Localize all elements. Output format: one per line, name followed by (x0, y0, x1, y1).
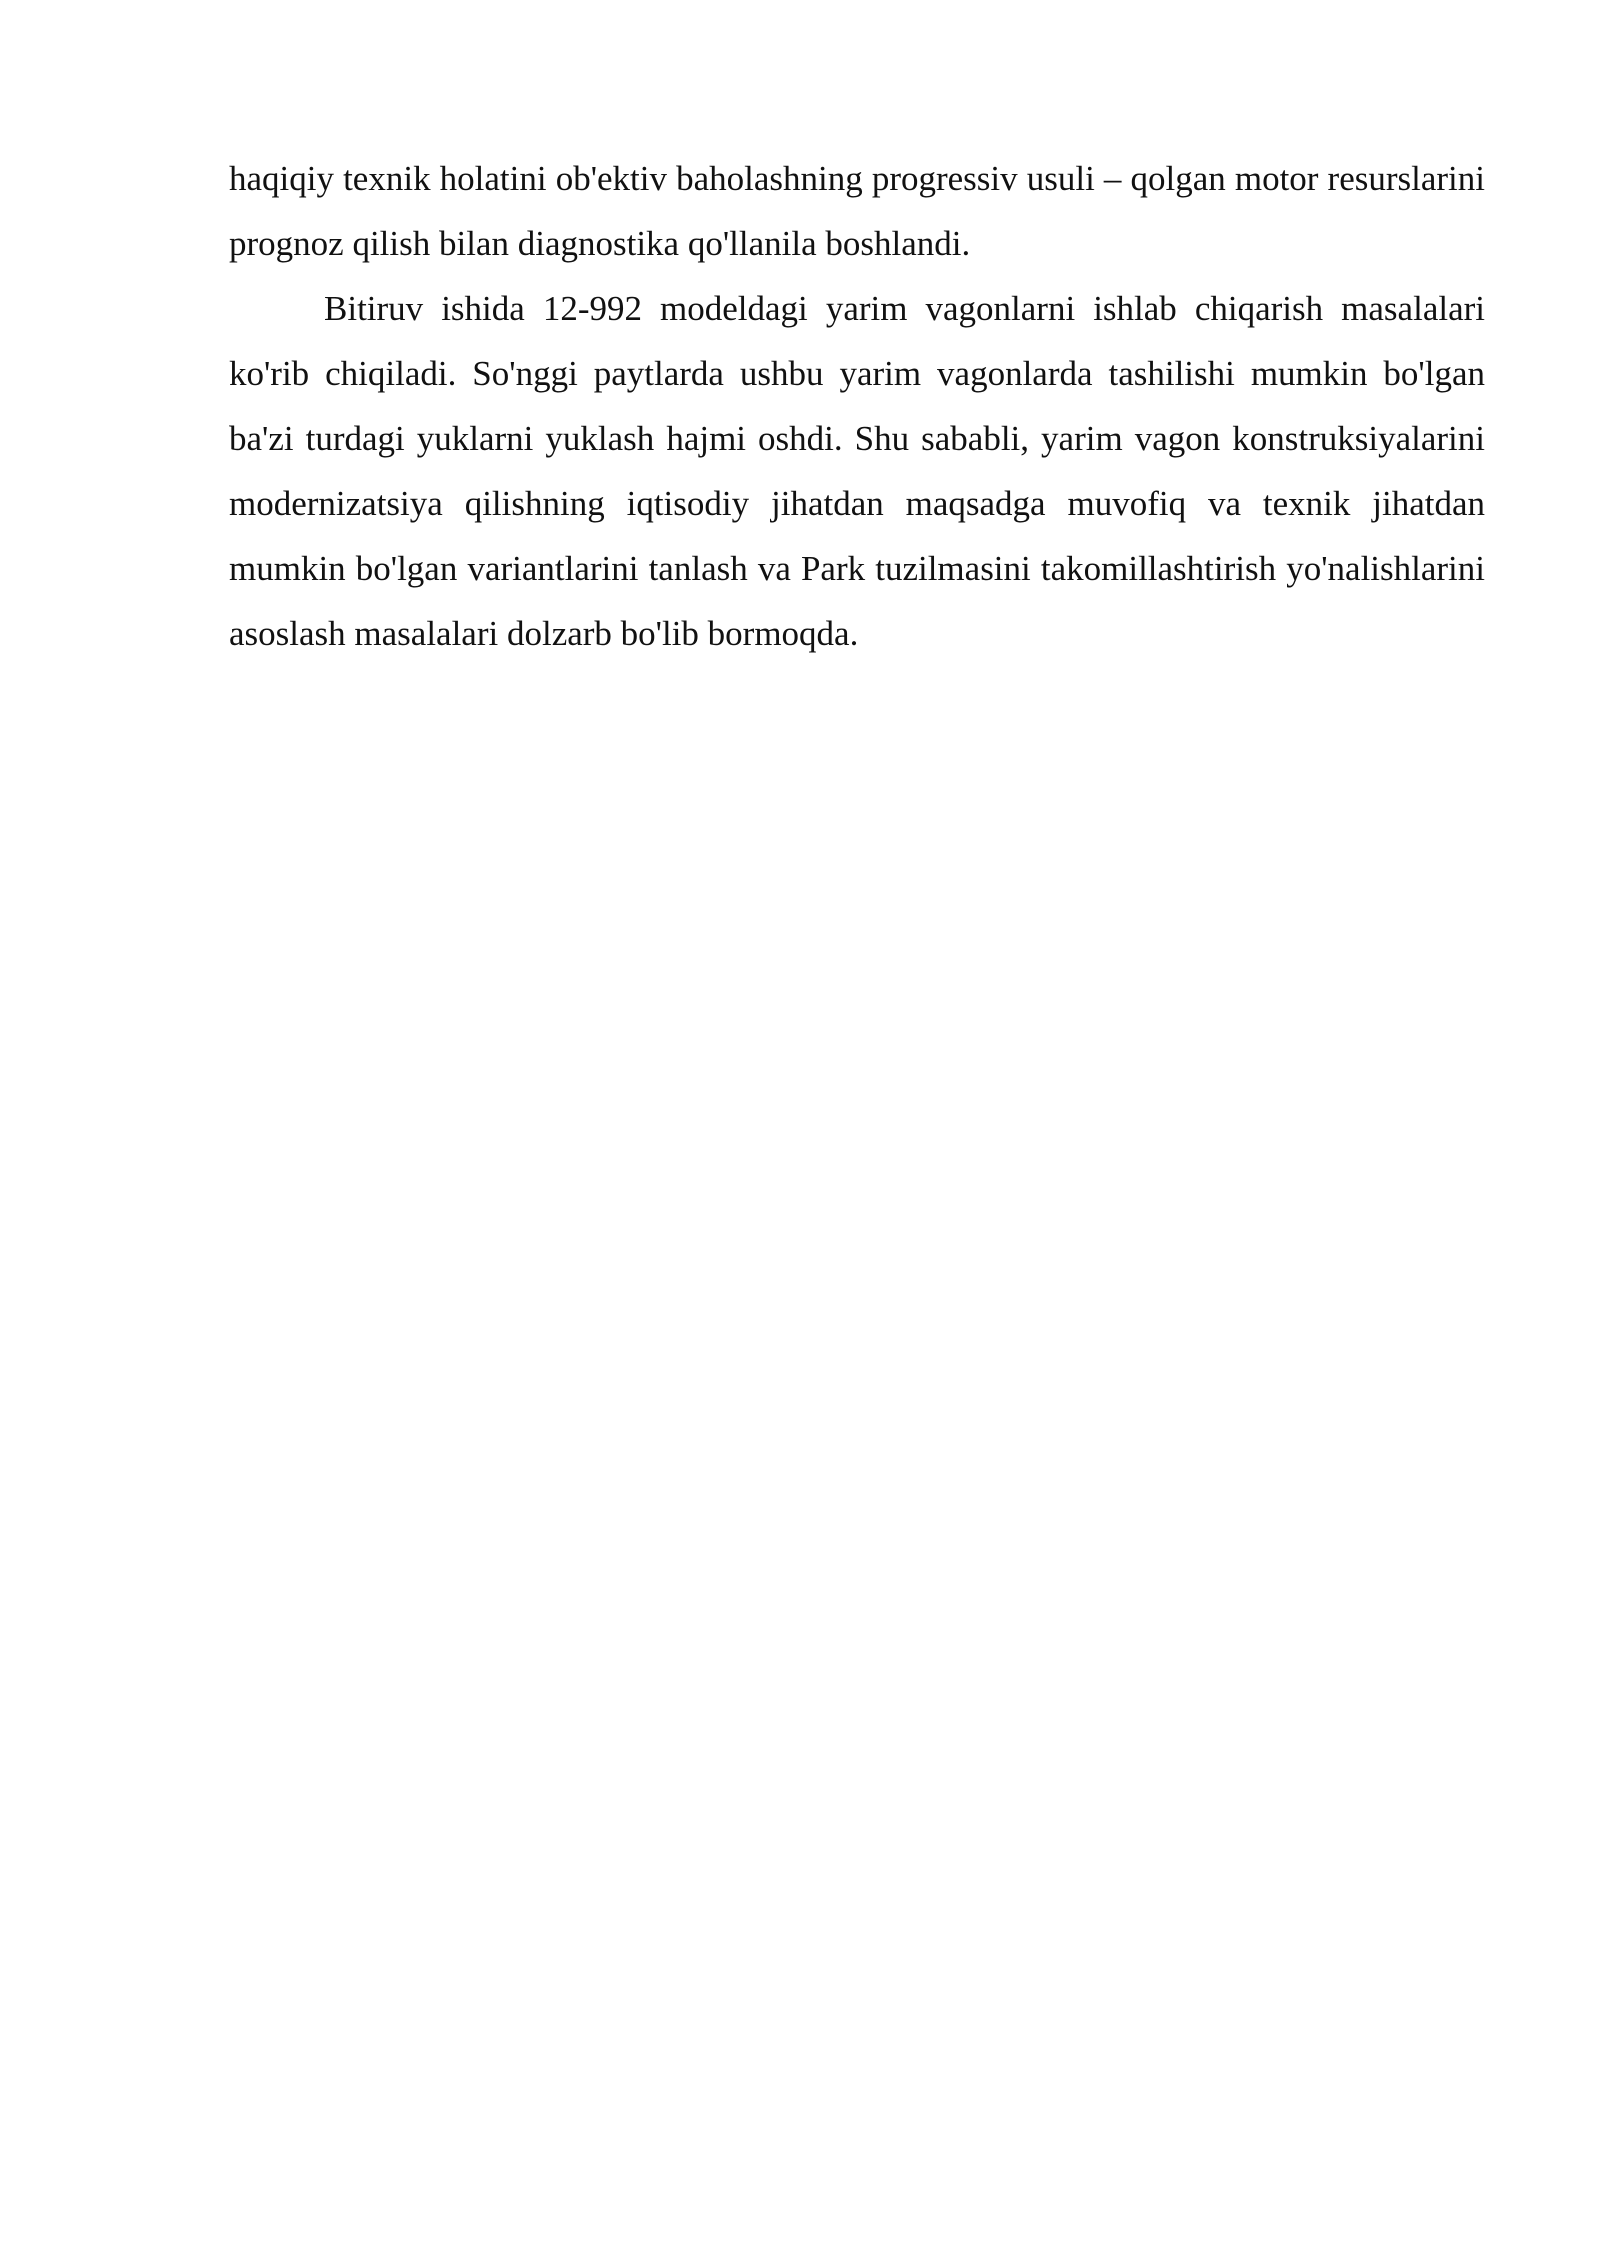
paragraph-thesis-topic: Bitiruv ishida 12-992 modeldagi yarim vagonlarni ishlab chiqarish masalalari ko'rib chiqiladi. So'nggi paytlarda ushbu yarim vagonlarda tashilishi mumkin bo'lgan ba'zi turdagi yuklarni yuklash hajmi oshdi. Shu sababli, yarim vagon konstruksiyalarini modernizatsiya qilishning iqtisodiy jihatdan maqsadga muvofiq va texnik jihatdan mumkin bo'lgan variantlarini tanlash va Park tuzilmasini takomillashtirish yo'nalishlarini asoslash masalalari dolzarb bo'lib bormoqda. (229, 289, 1485, 653)
document-body (229, 146, 1485, 666)
paragraph-continuation: haqiqiy texnik holatini ob'ektiv baholashning progressiv usuli – qolgan motor resurslarini prognoz qilish bilan diagnostika qo'llanila boshlandi. (229, 159, 1485, 263)
